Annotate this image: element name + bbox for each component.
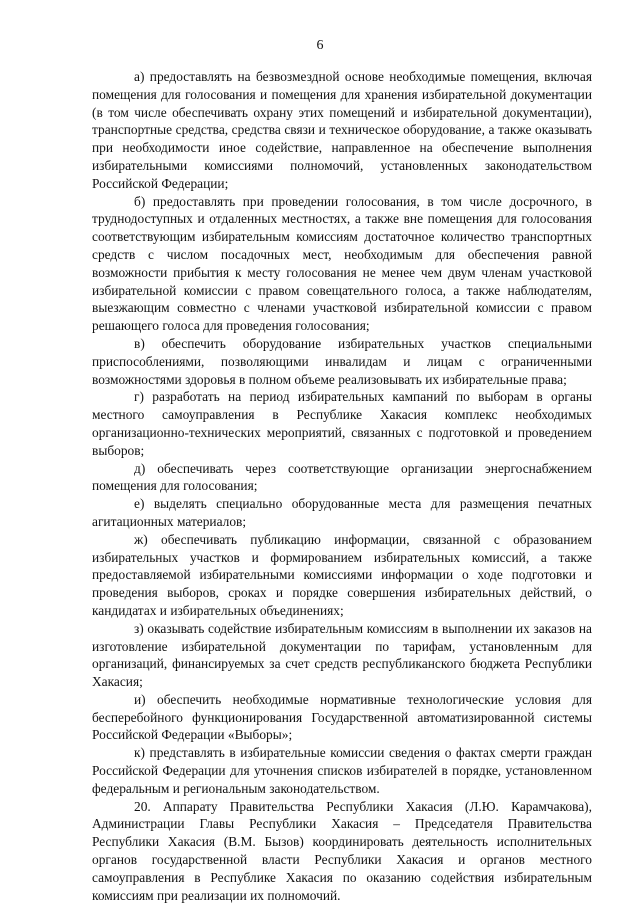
paragraph-z: з) оказывать содействие избирательным комиссиям в выполнении их заказов на изготовление избирательной документации по тарифам, установленным для организаций, финансируемых за счет средств республиканского бюджета Республики Хакасия; <box>92 620 592 690</box>
paragraph-zh: ж) обеспечивать публикацию информации, связанной с образованием избирательных участков и формированием избирательных комиссий, а также предоставляемой избирательными комиссиями информации о ходе подготовки и проведения выборов, сроках и порядке совершения избирательных действий, о кандидатах и избирательных объединениях; <box>92 531 592 618</box>
paragraph-e: е) выделять специально оборудованные места для размещения печатных агитационных материалов; <box>92 496 592 529</box>
page-number: 6 <box>316 38 324 53</box>
paragraph-v: в) обеспечить оборудование избирательных участков специальными приспособлениями, позволяющими инвалидам и лицам с ограниченными возможностями здоровья в полном объеме реализовывать их избирательные права; <box>92 335 592 387</box>
paragraph-a: а) предоставлять на безвозмездной основе необходимые помещения, включая помещения для голосования и помещения для хранения избирательной документации (в том числе обеспечивать охрану этих помещений и избирательной документации), транспортные средства, средства связи и техническое оборудование, а также оказывать при необходимости иное содействие, направленное на обеспечение выполнения избирательными комиссиями полномочий, установленных законодательством Российской Федерации; <box>92 69 592 191</box>
paragraph-d: д) обеспечивать через соответствующие организации энергоснабжением помещения для голосования; <box>92 460 592 494</box>
paragraph-i: и) обеспечить необходимые нормативные технологические условия для бесперебойного функционирования Государственной автоматизированной системы Российской Федерации «Выборы»; <box>92 691 592 743</box>
paragraph-20: 20. Аппарату Правительства Республики Хакасия (Л.Ю. Карамчакова), Администрации Главы Республики Хакасия – Председателя Правительства Республики Хакасия (В.М. Бызов) координировать деятельность исполнительных органов государственной власти Республики Хакасия и органов местного самоуправления в Республике Хакасия по оказанию содействия избирательным комиссиям при реализации их полномочий. <box>92 798 592 903</box>
paragraph-b: б) предоставлять при проведении голосования, в том числе досрочного, в труднодоступных и отдаленных местностях, а также вне помещения для голосования соответствующим избирательным комиссиям достаточное количество транспортных средств с числом посадочных мест, необходимым для обеспечения равной возможности прибытия к месту голосования не менее чем двум членам участковой избирательной комиссии с правом совещательного голоса, а также наблюдателям, выезжающим совместно с членами участковой избирательной комиссии с правом решающего голоса для проведения голосования; <box>92 193 592 334</box>
paragraph-g: г) разработать на период избирательных кампаний по выборам в органы местного самоуправления в Республике Хакасия комплекс необходимых организационно-технических мероприятий, связанных с подготовкой и проведением выборов; <box>92 389 592 458</box>
paragraph-k: к) представлять в избирательные комиссии сведения о фактах смерти граждан Российской Федерации для уточнения списков избирателей в порядке, установленном федеральным и региональным законодательством. <box>92 745 592 796</box>
document-body <box>92 68 592 904</box>
